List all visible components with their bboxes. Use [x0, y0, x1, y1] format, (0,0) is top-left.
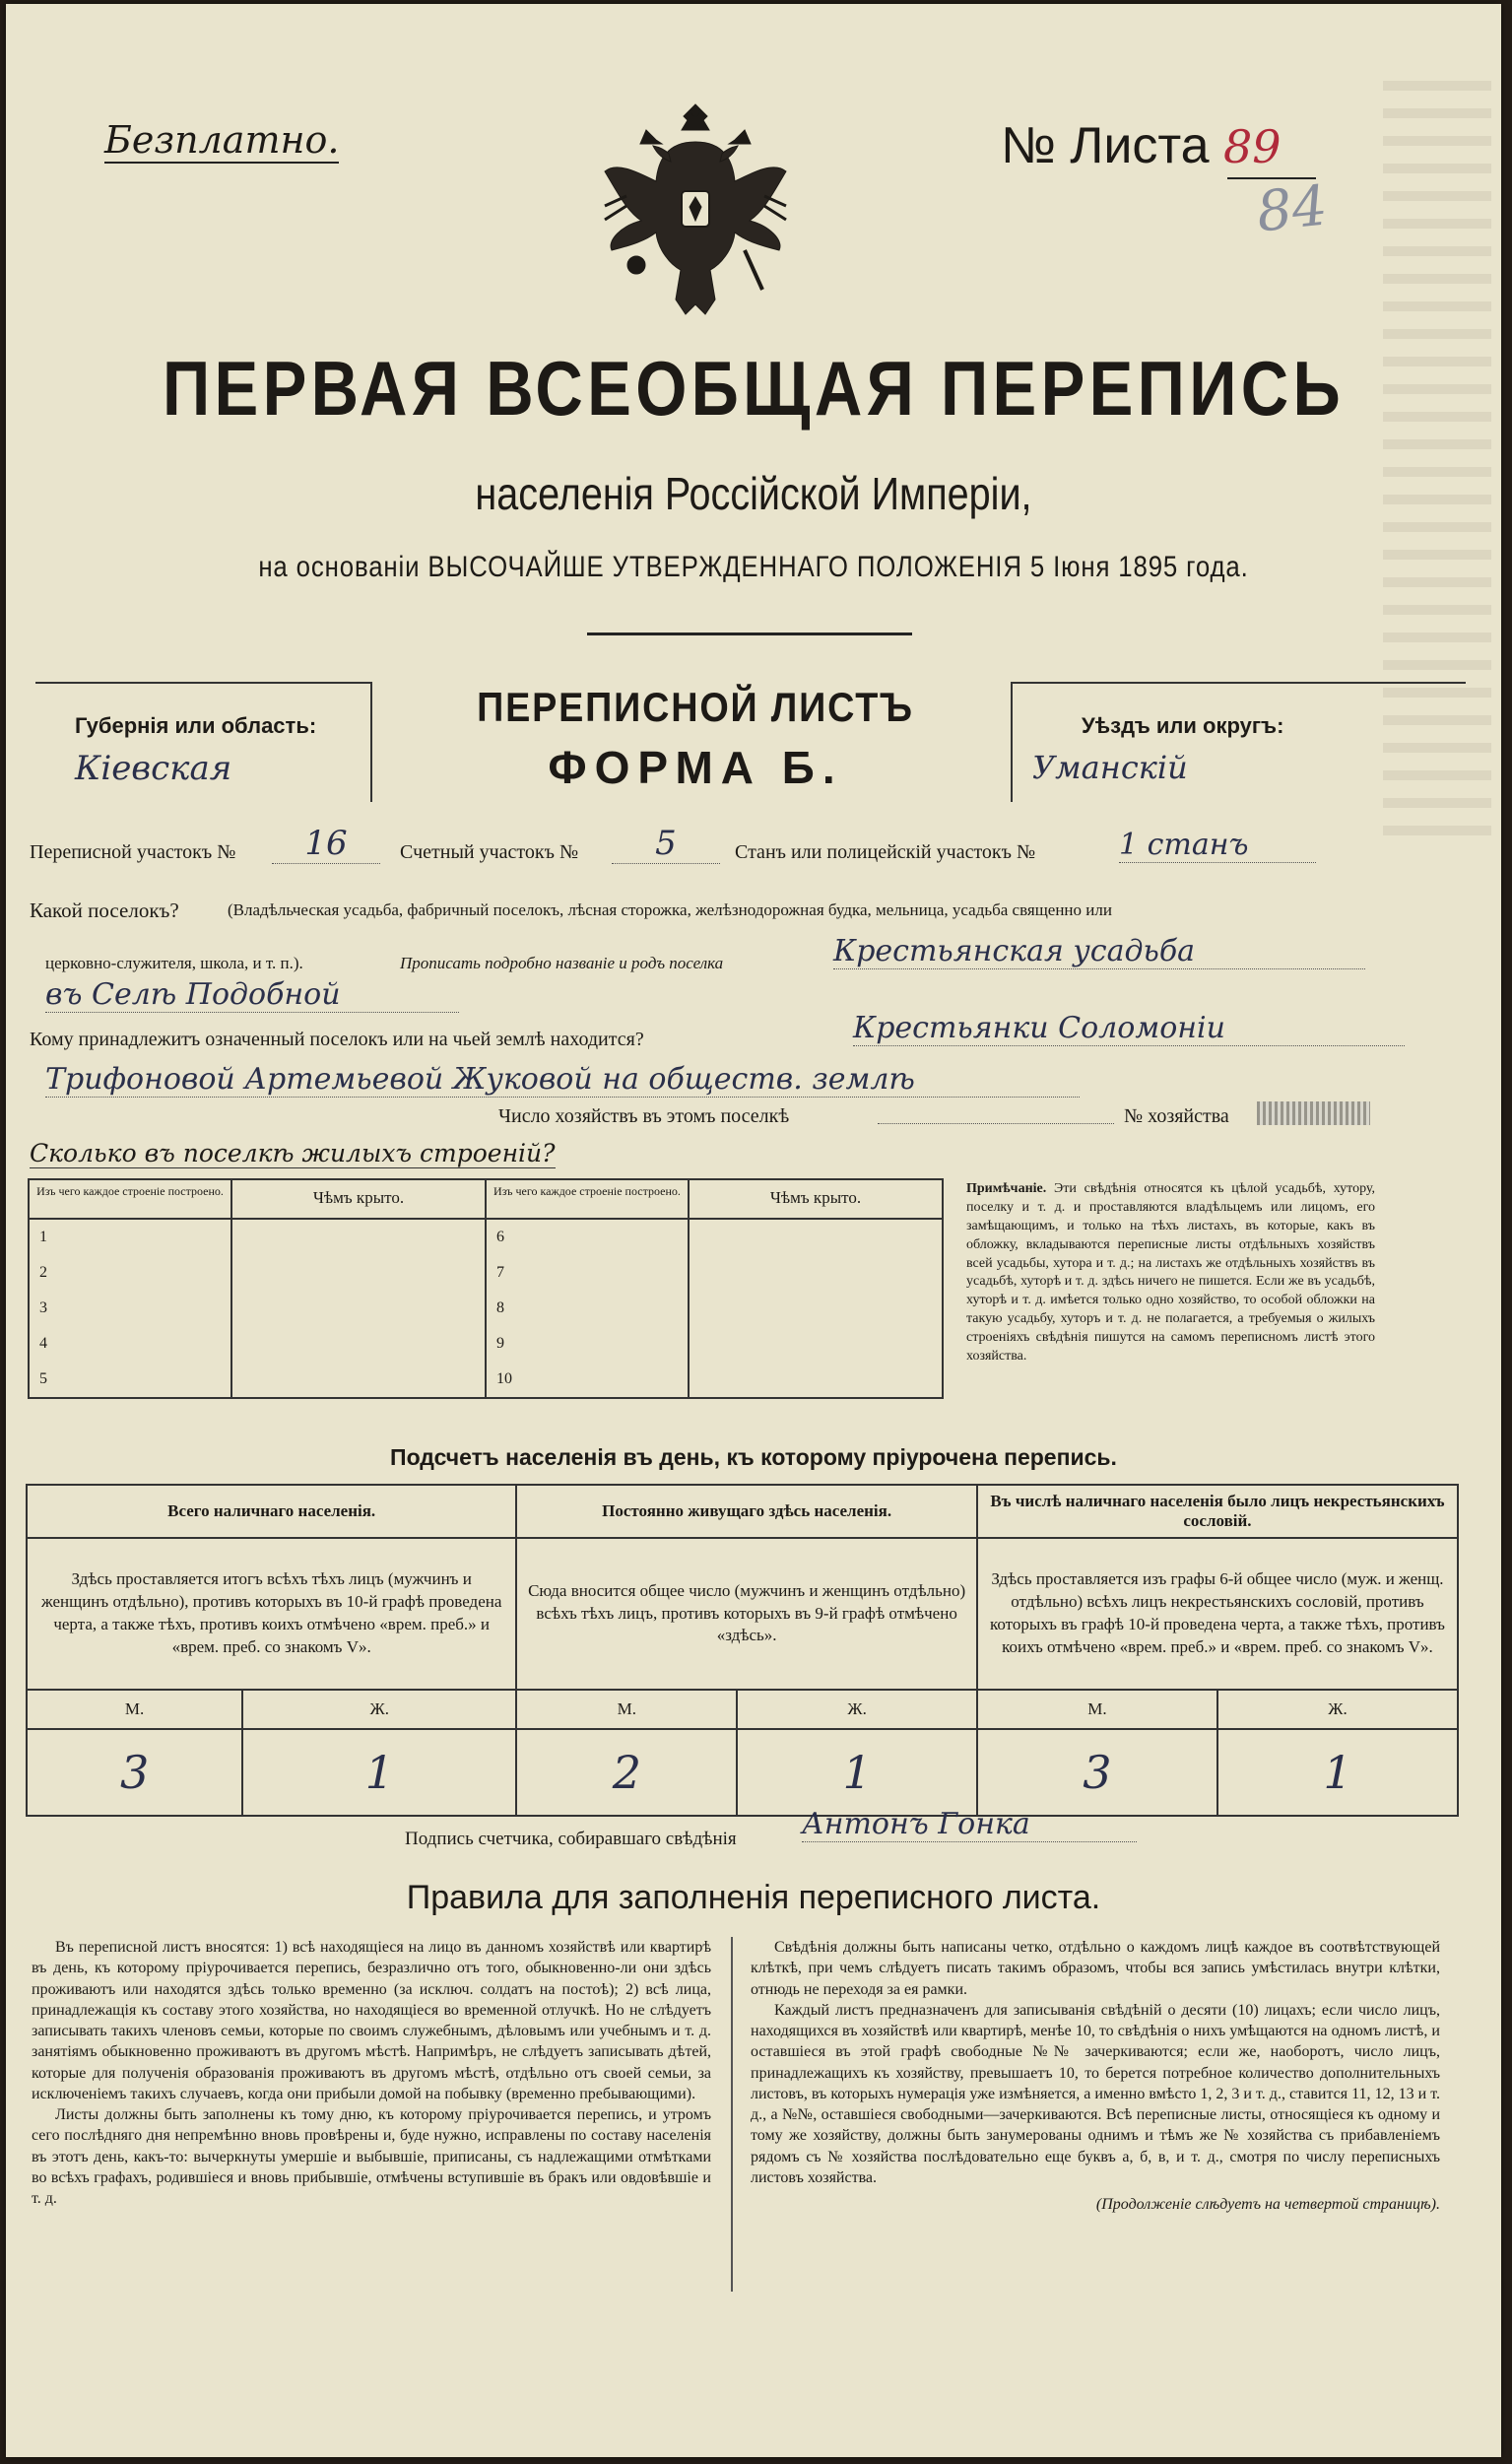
building-row-number: 5	[39, 1370, 47, 1387]
sheet-number	[1001, 117, 1282, 174]
buildings-col-what-2: Изъ чего каждое строеніе построено.	[486, 1179, 689, 1219]
buildings-label: Сколько въ поселкѣ жилыхъ строеній?	[30, 1139, 556, 1167]
count-col2-m-label: М.	[516, 1690, 737, 1729]
building-row-number: 6	[495, 1229, 504, 1245]
counting-section-label: Счетный участокъ №	[400, 841, 579, 863]
rules-right-paragraph-2: Каждый листъ предназначенъ для записыванія свѣдѣній о десяти (10) лицахъ; если число лицъ, находящихся въ хозяйствѣ или квартирѣ, менѣе 10, то свѣдѣнія о нихъ умѣщаются на одномъ листѣ, и оставшіеся въ этой графѣ свободные №№ зачеркиваются; если же, наоборотъ, число лицъ, принадлежащихъ къ хозяйству, превышаетъ 10, то берется потребное количество дополнительныхъ листовъ, въ которыхъ нумерація уже измѣняется, а именно вмѣсто 1, 2, 3 и т. д., ставится 11, 12, 13 и т. д., а №№, оставшіеся свободными—зачеркиваются. Всѣ переписные листы, относящіеся къ одному и тому же хозяйству, должны быть занумерованы однимъ и тѣмъ же № хозяйства съ прибавленіемъ рядомъ съ № хозяйства послѣдовательно еще буквъ а, б, в, и т. д., смотря по числу переписныхъ листовъ хозяйства.	[751, 2001, 1440, 2186]
building-row-number: 10	[495, 1370, 512, 1387]
count-permanent-female[interactable]: 1	[737, 1729, 977, 1816]
building-row-number: 3	[39, 1299, 47, 1316]
rules-right-column	[751, 1937, 1440, 2215]
building-row-number: 8	[495, 1299, 504, 1316]
count-col2-head: Постоянно живущаго здѣсь населенія.	[516, 1485, 977, 1538]
count-col2-f-label: Ж.	[737, 1690, 977, 1729]
settlement-hint-1: (Владѣльческая усадьба, фабричный поселокъ, лѣсная сторожка, желѣзнодорожная будка, мельница, усадьба священно или	[228, 900, 1112, 919]
buildings-col-roof: Чѣмъ крыто.	[231, 1179, 486, 1219]
census-section-label: Переписной участокъ №	[30, 841, 236, 863]
count-col2-desc: Сюда вносится общее число (мужчинъ и женщинъ отдѣльно) всѣхъ тѣхъ лицъ, противъ которыхъ въ 9-й графѣ отмѣчено «здѣсь».	[516, 1538, 977, 1690]
building-row-number: 7	[495, 1264, 504, 1281]
note-text: Эти свѣдѣнія относятся къ цѣлой усадьбѣ, хутору, поселку и т. д. и проставляются владѣльцемъ или лицомъ, его замѣщающимъ, и только на тѣхъ листахъ, въ которые, какъ въ обложку, вкладываются переписные листы отдѣльныхъ хозяйствъ всей усадьбы, хутора и т. д.; на листахъ же отдѣльныхъ хозяйствъ въ усадьбѣ, хуторѣ и т. д. здѣсь ничего не пишется. Если же въ усадьбѣ, хуторѣ и т. д. имѣется только одно хозяйство, то особой обложки на такую усадьбу, хуторъ и т. д. не полагается, а требуемыя о жилыхъ строеніяхъ свѣдѣнія пишутся на самомъ переписномъ листѣ этого хозяйства.	[966, 1181, 1376, 1365]
building-row-number: 1	[39, 1229, 47, 1245]
settlement-hint-2: церковно-служителя, школа, и т. п.).	[45, 954, 303, 972]
census-section-value[interactable]: 16	[272, 824, 380, 864]
rules-left-paragraph-2: Листы должны быть заполнены къ тому дню, къ которому пріурочивается перепись, и утромъ сего послѣдняго дня непремѣнно вновь провѣрены и, буде нужно, исправлены по составу населенія въ этотъ день, какъ-то: вычеркнуты умершіе и выбывшіе, приписаны, съ надлежащими отмѣтками во всѣхъ графахъ, родившіеся и вновь прибывшіе, отмѣчены вступившіе въ бракъ или овдовѣвшіе и т. д.	[32, 2106, 711, 2208]
count-col1-f-label: Ж.	[242, 1690, 516, 1729]
building-row-number: 4	[39, 1335, 47, 1352]
count-col1-m-label: М.	[27, 1690, 242, 1729]
rules-continued: (Продолженіе слѣдуетъ на четвертой страницѣ).	[1095, 2196, 1440, 2214]
building-row-number: 2	[39, 1264, 47, 1281]
count-permanent-male[interactable]: 2	[516, 1729, 737, 1816]
sheet-number-pencil: 84	[1253, 173, 1331, 245]
buildings-right-rows[interactable]	[486, 1219, 689, 1398]
count-total-male[interactable]: 3	[27, 1729, 242, 1816]
province-label: Губернія или область:	[75, 713, 317, 738]
form-name: ФОРМА Б.	[548, 742, 843, 793]
count-col3-m-label: М.	[977, 1690, 1217, 1729]
rules-left-column	[32, 1937, 711, 2209]
police-section-label: Станъ или полицейскій участокъ №	[735, 841, 1036, 863]
rules-left-paragraph-1: Въ переписной листъ вносятся: 1) всѣ находящіеся на лицо въ данномъ хозяйствѣ или квартирѣ въ день, къ которому пріурочивается перепись, безразлично отъ того, обыкновенно-ли они здѣсь проживаютъ или находятся здѣсь только временно (за исключ. солдатъ на постоѣ); 2) всѣ лица, принадлежащія къ составу этого хозяйства, но находящіеся во временной отлучкѣ. Но не слѣдуетъ записывать такихъ членовъ семьи, которые по своимъ служебнымъ, дѣловымъ или учебнымъ и т. д. занятіямъ обыкновенно проживаютъ въ другомъ мѣстѣ. Напримѣръ, не слѣдуетъ записывать дѣтей, которые для полученія образованія проживаютъ въ другомъ мѣстѣ, отдѣльно отъ своей семьи, за исключеніемъ такихъ случаевъ, когда они прибыли домой на побывку (временно пребывающими).	[32, 1939, 711, 2102]
buildings-col-roof-2: Чѣмъ крыто.	[689, 1179, 943, 1219]
buildings-right-roof[interactable]	[689, 1219, 943, 1398]
building-row-number: 9	[495, 1335, 504, 1352]
count-col3-head: Въ числѣ наличнаго населенія было лицъ некрестьянскихъ сословій.	[977, 1485, 1458, 1538]
buildings-table	[28, 1178, 944, 1399]
count-col3-f-label: Ж.	[1217, 1690, 1458, 1729]
sheet-number-label: № Листа	[1001, 117, 1210, 174]
population-count-table	[26, 1484, 1459, 1817]
buildings-left-rows[interactable]	[29, 1219, 231, 1398]
count-total-female[interactable]: 1	[242, 1729, 516, 1816]
police-section-value[interactable]: 1 станъ	[1119, 828, 1316, 863]
district-box	[1011, 682, 1466, 802]
settlement-label: Какой поселокъ?	[30, 899, 179, 922]
note-label: Примѣчаніе.	[966, 1181, 1047, 1196]
title-divider	[587, 633, 912, 635]
household-number-field[interactable]	[1257, 1101, 1370, 1125]
main-subtitle: населенія Россійской Имперіи,	[475, 468, 1032, 519]
count-col1-desc: Здѣсь проставляется итогъ всѣхъ тѣхъ лицъ (мужчинъ и женщинъ отдѣльно), противъ которыхъ въ 10-й графѣ проведена черта, а также тѣхъ, противъ коихъ отмѣчено «врем. преб.» и «врем. преб. со знакомъ V».	[27, 1538, 516, 1690]
owner-value-2[interactable]: Трифоновой Артемьевой Жуковой на обществ. землѣ	[45, 1062, 1080, 1098]
main-title: ПЕРВАЯ ВСЕОБЩАЯ ПЕРЕПИСЬ	[163, 345, 1345, 432]
sheet-number-value: 89	[1223, 120, 1282, 173]
note	[966, 1180, 1375, 1366]
rules-right-paragraph-1: Свѣдѣнія должны быть написаны четко, отдѣльно о каждомъ лицѣ каждое въ соотвѣтствующей клѣткѣ, при чемъ слѣдуетъ писать такимъ образомъ, чтобы вся запись умѣстилась внутри клѣтки, отнюдь не переходя за ея рамки.	[751, 1939, 1440, 1998]
census-sheet	[6, 4, 1501, 2457]
count-col3-desc: Здѣсь проставляется изъ графы 6-й общее число (муж. и женщ. отдѣльно) всѣхъ лицъ некрестьянскихъ сословій, противъ которыхъ въ графѣ 10-й проведена черта, а также тѣхъ, противъ коихъ отмѣчено «врем. преб.» и «врем. преб. со знакомъ V».	[977, 1538, 1458, 1690]
household-number-label: № хозяйства	[1124, 1105, 1229, 1127]
settlement-value-2[interactable]: въ Селѣ Подобной	[45, 977, 459, 1013]
province-value: Кіевская	[75, 749, 232, 788]
double-headed-eagle-emblem	[597, 102, 794, 324]
rules-column-divider	[731, 1937, 733, 2292]
signature-label: Подпись счетчика, собиравшаго свѣдѣнія	[405, 1829, 737, 1849]
legal-basis: на основаніи ВЫСОЧАЙШЕ УТВЕРЖДЕННАГО ПОЛОЖЕНІЯ 5 Іюня 1895 года.	[258, 551, 1249, 583]
settlement-value-1[interactable]: Крестьянская усадьба	[833, 934, 1365, 969]
district-label: Уѣздъ или округъ:	[1082, 713, 1284, 738]
buildings-left-roof[interactable]	[231, 1219, 486, 1398]
households-label: Число хозяйствъ въ этомъ поселкѣ	[498, 1105, 790, 1127]
count-col1-head: Всего наличнаго населенія.	[27, 1485, 516, 1538]
count-non-peasant-male[interactable]: 3	[977, 1729, 1217, 1816]
count-non-peasant-female[interactable]: 1	[1217, 1729, 1458, 1816]
households-field[interactable]	[878, 1123, 1114, 1124]
signature-value[interactable]: Антонъ Гонка	[802, 1807, 1137, 1842]
rules-title: Правила для заполненія переписного листа.	[406, 1879, 1101, 1916]
owner-label: Кому принадлежитъ означенный поселокъ или на чьей землѣ находится?	[30, 1029, 644, 1050]
count-heading: Подсчетъ населенія въ день, къ которому пріурочена перепись.	[390, 1444, 1117, 1470]
counting-section-value[interactable]: 5	[612, 824, 720, 864]
settlement-hint-3: Прописать подробно названіе и родъ поселка	[400, 954, 724, 972]
province-box	[35, 682, 372, 802]
district-value: Уманскій	[1032, 749, 1188, 786]
form-title: ПЕРЕПИСНОЙ ЛИСТЪ	[477, 684, 914, 730]
buildings-col-what: Изъ чего каждое строеніе построено.	[29, 1179, 231, 1219]
free-label: Безплатно.	[104, 118, 340, 162]
owner-value-1[interactable]: Крестьянки Соломоніи	[853, 1011, 1405, 1046]
